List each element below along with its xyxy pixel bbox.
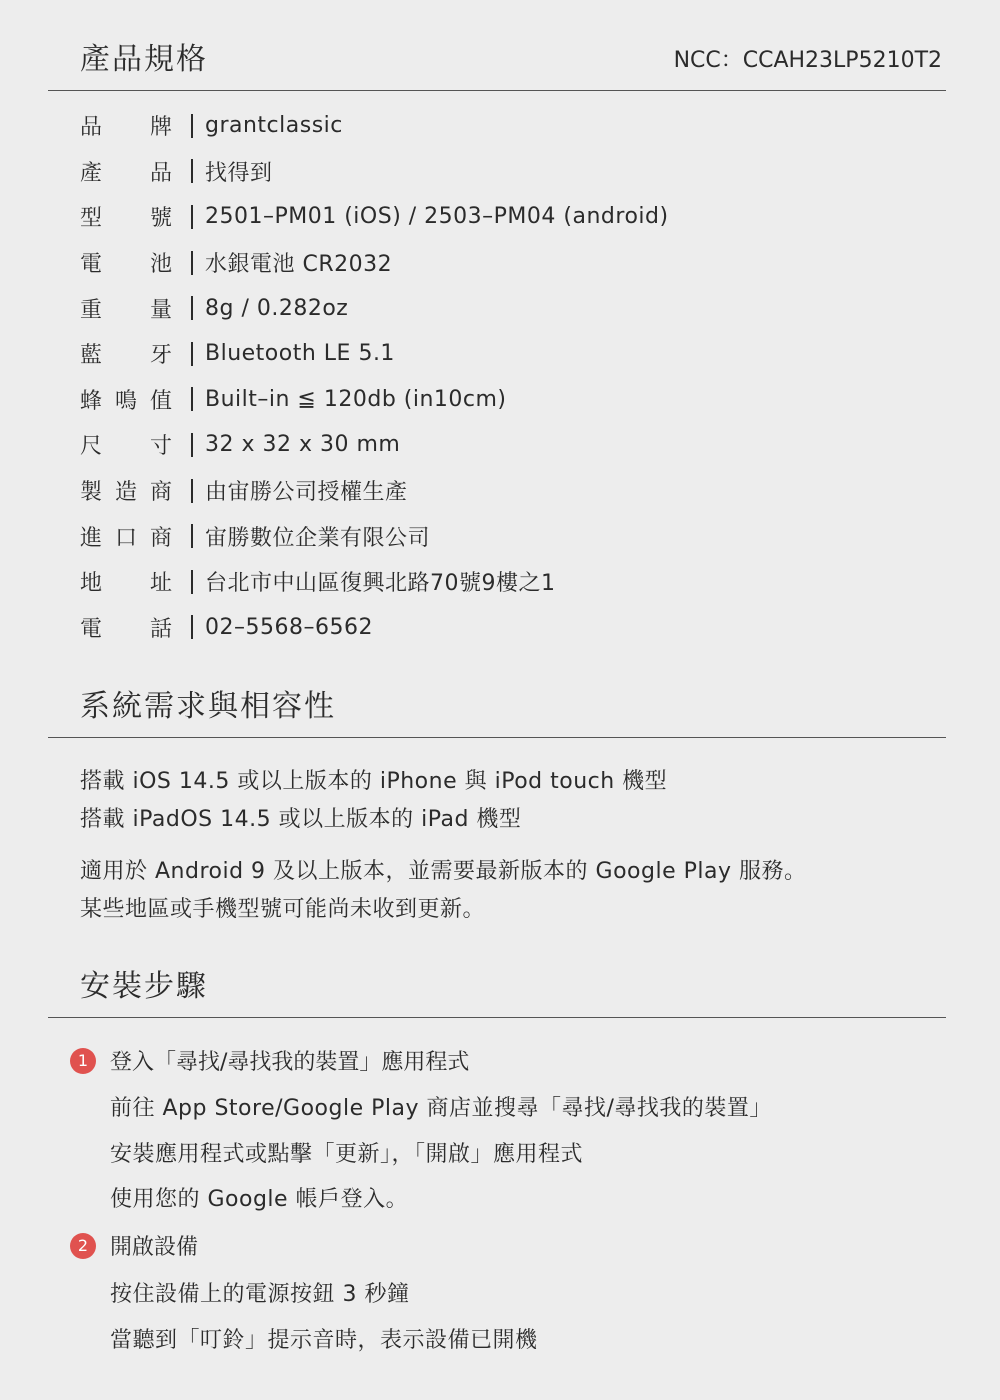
spec-separator: [191, 205, 193, 229]
spec-separator: [191, 159, 193, 183]
spec-label: [80, 566, 172, 597]
spec-row: [80, 513, 940, 559]
spec-label: [80, 110, 172, 141]
spec-label: [80, 384, 172, 415]
spec-label: [80, 429, 172, 460]
spec-separator: [191, 524, 193, 548]
spec-label-char: 號: [149, 206, 172, 232]
compat-line: 搭載 iPadOS 14.5 或以上版本的 iPad 機型: [80, 807, 522, 832]
spec-separator: [191, 296, 193, 320]
install-title: 安裝步驟: [80, 969, 208, 1004]
spec-label-char: 牌: [149, 115, 172, 141]
spec-label: [80, 521, 172, 552]
spec-label: [80, 612, 172, 643]
spec-separator: [191, 570, 193, 594]
spec-separator: [191, 479, 193, 503]
spec-label-char: 地: [80, 571, 103, 597]
step-line: 按住設備上的電源按鈕 3 秒鐘: [110, 1282, 410, 1307]
step-number-badge: 1: [70, 1048, 96, 1074]
spec-label-char: 產: [80, 160, 103, 186]
spec-value: 宙勝數位企業有限公司: [205, 525, 431, 551]
divider: [48, 1017, 946, 1018]
spec-row: [80, 331, 940, 377]
spec-separator: [191, 387, 193, 411]
step-line: 使用您的 Google 帳戶登入。: [110, 1187, 409, 1212]
spec-label-char: 池: [149, 252, 172, 278]
step-number-badge: 2: [70, 1233, 96, 1259]
spec-separator: [191, 251, 193, 275]
spec-label-char: 品: [80, 115, 103, 141]
step-line: 安裝應用程式或點擊「更新」，「開啟」應用程式: [110, 1142, 584, 1167]
spec-value: 找得到: [205, 160, 273, 186]
spec-row: [80, 240, 940, 286]
compat-title: 系統需求與相容性: [80, 689, 336, 724]
spec-label: [80, 475, 172, 506]
spec-label-char: 製: [80, 480, 103, 506]
spec-label: [80, 247, 172, 278]
compat-line: 適用於 Android 9 及以上版本，並需要最新版本的 Google Play 服務。: [80, 859, 807, 884]
spec-label: [80, 156, 172, 187]
spec-row: [80, 285, 940, 331]
step-heading: [70, 1045, 469, 1076]
spec-label-char: 進: [80, 525, 103, 551]
compat-line: 搭載 iOS 14.5 或以上版本的 iPhone 與 iPod touch 機型: [80, 769, 668, 794]
step-line: 前往 App Store/Google Play 商店並搜尋「尋找/尋找我的裝置」: [110, 1096, 772, 1121]
spec-label: [80, 338, 172, 369]
spec-label-char: 蜂: [80, 388, 103, 414]
spec-row: [80, 422, 940, 468]
spec-value: 2501–PM01 (iOS) / 2503–PM04 (android): [205, 204, 669, 230]
step-line: 當聽到「叮鈴」提示音時，表示設備已開機: [110, 1328, 538, 1353]
spec-row: [80, 194, 940, 240]
spec-label-char: 量: [149, 297, 172, 323]
spec-label-char: 牙: [149, 343, 172, 369]
spec-label-char: 電: [80, 252, 103, 278]
divider: [48, 90, 946, 91]
spec-label-char: 鳴: [114, 388, 137, 414]
spec-value: 水銀電池 CR2032: [205, 252, 393, 278]
spec-label-char: 寸: [149, 434, 172, 460]
spec-label-char: 商: [149, 525, 172, 551]
step-heading-text: 登入「尋找/尋找我的裝置」應用程式: [110, 1050, 470, 1075]
spec-separator: [191, 114, 193, 138]
spec-label-char: 商: [149, 480, 172, 506]
spec-value: 32 x 32 x 30 mm: [205, 432, 401, 458]
spec-value: grantclassic: [205, 113, 343, 139]
step-heading-text: 開啟設備: [110, 1235, 199, 1260]
spec-value: 台北市中山區復興北路70號9樓之1: [205, 571, 556, 597]
divider: [48, 737, 946, 738]
spec-label-char: 電: [80, 616, 103, 642]
spec-value: 8g / 0.282oz: [205, 295, 349, 321]
step-heading: [70, 1230, 198, 1261]
spec-list: [80, 103, 940, 650]
spec-separator: [191, 615, 193, 639]
spec-value: Bluetooth LE 5.1: [205, 341, 395, 367]
compat-line: 某些地區或手機型號可能尚未收到更新。: [80, 897, 486, 922]
spec-value: Built–in ≦ 120db (in10cm): [205, 386, 507, 412]
spec-label-char: 話: [149, 616, 172, 642]
specs-title: 產品規格: [80, 42, 208, 77]
spec-label-char: 尺: [80, 434, 103, 460]
spec-label-char: 重: [80, 297, 103, 323]
spec-label: [80, 201, 172, 232]
spec-separator: [191, 433, 193, 457]
spec-label-char: 口: [114, 525, 137, 551]
ncc-number: NCC：CCAH23LP5210T2: [673, 48, 942, 73]
spec-label-char: 藍: [80, 343, 103, 369]
spec-label-char: 址: [149, 571, 172, 597]
spec-label-char: 品: [149, 160, 172, 186]
spec-label: [80, 293, 172, 324]
spec-row: [80, 605, 940, 651]
spec-label-char: 值: [149, 388, 172, 414]
spec-value: 由宙勝公司授權生產: [205, 480, 408, 506]
spec-separator: [191, 342, 193, 366]
spec-label-char: 型: [80, 206, 103, 232]
spec-row: [80, 559, 940, 605]
spec-label-char: 造: [114, 480, 137, 506]
spec-value: 02–5568–6562: [205, 614, 373, 640]
spec-row: [80, 468, 940, 514]
spec-row: [80, 103, 940, 149]
spec-row: [80, 149, 940, 195]
spec-row: [80, 377, 940, 423]
